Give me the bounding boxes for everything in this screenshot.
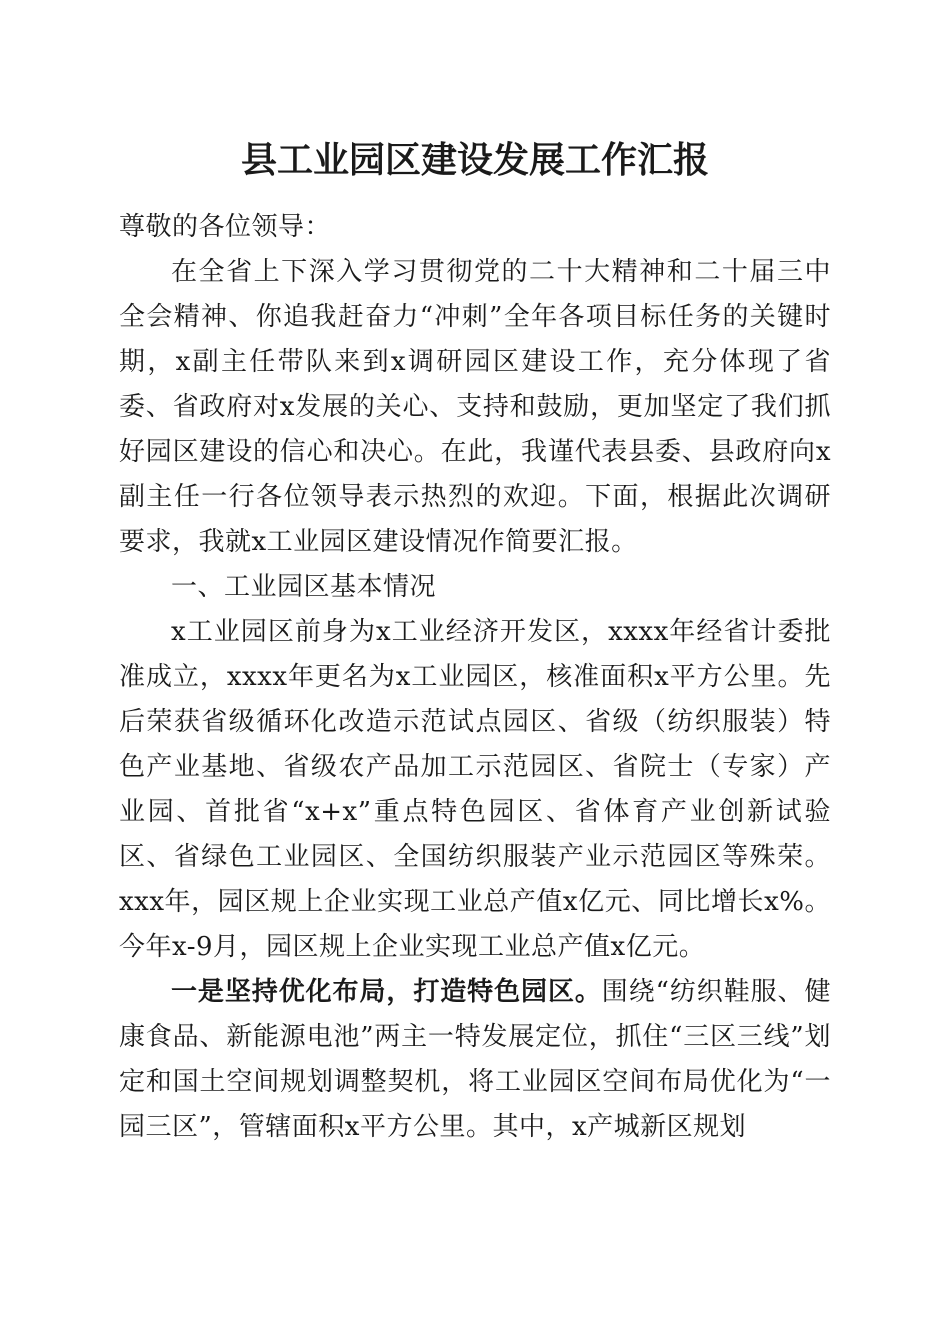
salutation: 尊敬的各位领导： — [119, 212, 332, 242]
section-paragraph: x工业园区前身为x工业经济开发区，xxxx年经省计委批准成立，xxxx年更名为x工业园区，核准面积x平方公里。先后荣获省级循环化改造示范试点园区、省级（纺织服装）特色产业基地、省级农产品加工示范园区、省院士（专家）产业园、首批省“x+x”重点特色园区、省体育产业创新试验区、省绿色工业园区、全国纺织服装产业示范园区等殊荣。xxx年，园区规上企业实现工业总产值x亿元、同比增长x%。今年x-9月，园区规上企业实现工业总产值x亿元。 — [119, 617, 831, 962]
intro-paragraph: 在全省上下深入学习贯彻党的二十大精神和二十届三中全会精神、你追我赶奋力“冲刺”全年各项目标任务的关键时期，x副主任带队来到x调研园区建设工作，充分体现了省委、省政府对x发展的关心、支持和鼓励，更加坚定了我们抓好园区建设的信心和决心。在此，我谨代表县委、县政府向x副主任一行各位领导表示热烈的欢迎。下面，根据此次调研要求，我就x工业园区建设情况作简要汇报。 — [119, 257, 831, 557]
document-body — [119, 205, 831, 1150]
point-text: 围绕“纺织鞋服、健康食品、新能源电池”两主一特发展定位，抓住“三区三线”划定和国土空间规划调整契机，将工业园区空间布局优化为“一园三区”，管辖面积x平方公里。其中，x产城新区规划 — [119, 977, 831, 1142]
point-lead: 一是坚持优化布局，打造特色园区。 — [171, 977, 602, 1007]
point-paragraph — [119, 970, 831, 1150]
section-heading: 一、工业园区基本情况 — [171, 572, 437, 602]
document-title: 县工业园区建设发展工作汇报 — [240, 139, 709, 181]
